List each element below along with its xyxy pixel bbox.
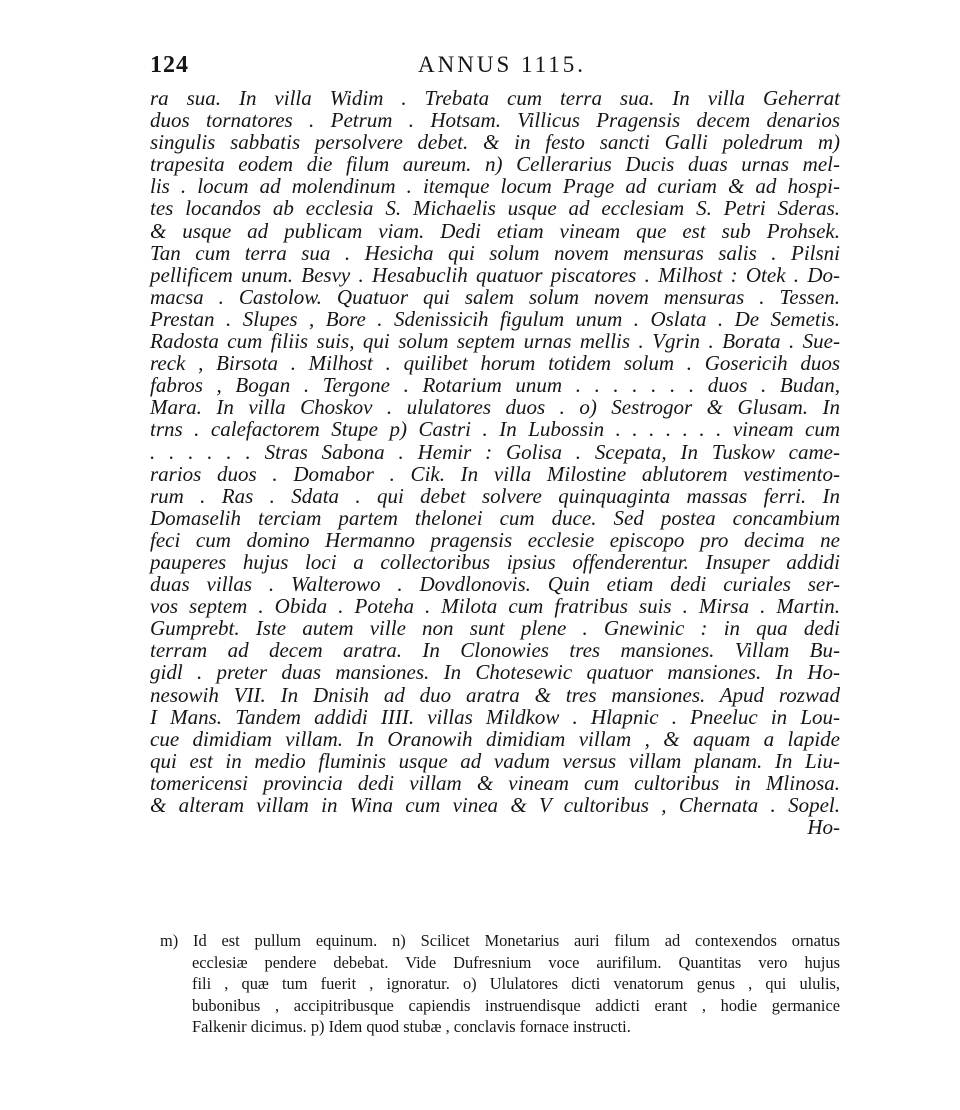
footnote-line: ecclesiæ pendere debebat. Vide Dufresnium voce aurifilum. Quantitas vero hujus bbox=[192, 952, 840, 972]
text-line: terram ad decem aratra. In Clonowies tres mansiones. Villam Bu- bbox=[150, 638, 840, 663]
text-line: reck , Birsota . Milhost . quilibet horum totidem solum . Gosericih duos bbox=[150, 351, 840, 376]
text-line: nesowih VII. In Dnisih ad duo aratra & tres mansiones. Apud rozwad bbox=[150, 682, 840, 707]
text-line: Radosta cum filiis suis, qui solum septem urnas mellis . Vgrin . Borata . Sue- bbox=[150, 329, 840, 354]
text-line: cue dimidiam villam. In Oranowih dimidiam villam , & aquam a lapide bbox=[150, 726, 840, 751]
text-line: & alteram villam in Wina cum vinea & V cultoribus , Chernata . Sopel. bbox=[150, 793, 840, 817]
footnote-line: bubonibus , accipitribusque capiendis instruendisque addicti erant , hodie germanice bbox=[192, 995, 840, 1015]
main-text bbox=[150, 87, 840, 838]
text-line: Prestan . Slupes , Bore . Sdenissicih figulum unum . Oslata . De Semetis. bbox=[150, 306, 840, 331]
text-line: qui est in medio fluminis usque ad vadum versus villam planam. In Liu- bbox=[150, 748, 840, 773]
text-line: trapesita eodem die filum aureum. n) Cellerarius Ducis duas urnas mel- bbox=[150, 152, 840, 177]
text-line: Gumprebt. Iste autem ville non sunt plene . Gnewinic : in qua dedi bbox=[150, 616, 840, 641]
text-line: macsa . Castolow. Quatuor qui salem solum novem mensuras . Tessen. bbox=[150, 284, 840, 309]
text-line: ra sua. In villa Widim . Trebata cum terra sua. In villa Geherrat bbox=[150, 86, 840, 110]
text-line: duas villas . Walterowo . Dovdlonovis. Quin etiam dedi curiales ser- bbox=[150, 572, 840, 597]
running-head: ANNUS 1115. bbox=[418, 52, 587, 77]
text-line: pellificem unum. Besvy . Hesabuclih quatuor piscatores . Milhost : Otek . Do- bbox=[150, 262, 840, 287]
footnotes bbox=[160, 930, 840, 1038]
text-line: tomericensi provincia dedi villam & vineam cum cultoribus in Mlinosa. bbox=[150, 770, 840, 795]
text-line: Mara. In villa Choskov . ululatores duos . o) Sestrogor & Glusam. In bbox=[150, 395, 840, 420]
text-line: & usque ad publicam viam. Dedi etiam vineam que est sub Prohsek. bbox=[150, 218, 840, 243]
text-line: lis . locum ad molendinum . itemque locum Prage ad curiam & ad hospi- bbox=[150, 174, 840, 199]
text-line: I Mans. Tandem addidi IIII. villas Mildkow . Hlapnic . Pneeluc in Lou- bbox=[150, 704, 840, 729]
text-line: vos septem . Obida . Poteha . Milota cum fratribus suis . Mirsa . Martin. bbox=[150, 594, 840, 619]
text-line: gidl . preter duas mansiones. In Chotesewic quatuor mansiones. In Ho- bbox=[150, 660, 840, 685]
text-line: . . . . . . Stras Sabona . Hemir : Golisa . Scepata, In Tuskow came- bbox=[150, 439, 840, 464]
text-line: feci cum domino Hermanno pragensis ecclesie episcopo pro decima ne bbox=[150, 527, 840, 552]
text-line: Tan cum terra sua . Hesicha qui solum novem mensuras salis . Pilsni bbox=[150, 240, 840, 265]
footnote-line: Falkenir dicimus. p) Idem quod stubæ , conclavis fornace instructi. bbox=[192, 1017, 631, 1036]
catchword: Ho- bbox=[807, 815, 840, 840]
text-line: rum . Ras . Sdata . qui debet solvere quinquaginta massas ferri. In bbox=[150, 483, 840, 508]
text-line: fabros , Bogan . Tergone . Rotarium unum . . . . . . . duos . Budan, bbox=[150, 373, 840, 398]
text-line: pauperes hujus loci a collectoribus ipsius offenderentur. Insuper addidi bbox=[150, 549, 840, 574]
text-line: duos tornatores . Petrum . Hotsam. Villicus Pragensis decem denarios bbox=[150, 108, 840, 133]
text-line: rarios duos . Domabor . Cik. In villa Milostine ablutorem vestimento- bbox=[150, 461, 840, 486]
text-line: Domaselih terciam partem thelonei cum duce. Sed postea concambium bbox=[150, 505, 840, 530]
text-line: singulis sabbatis persolvere debet. & in festo sancti Galli poledrum m) bbox=[150, 130, 840, 155]
page-header bbox=[150, 52, 820, 86]
text-line: tes locandos ab ecclesia S. Michaelis usque ad ecclesiam S. Petri Sderas. bbox=[150, 196, 840, 221]
page-number: 124 bbox=[150, 52, 189, 78]
footnote-line: fili , quæ tum fuerit , ignoratur. o) Ululatores dicti venatorum genus , qui ululis, bbox=[192, 974, 840, 993]
footnote-line: m) Id est pullum equinum. n) Scilicet Monetarius auri filum ad contexendos ornatus bbox=[160, 931, 840, 950]
text-line: trns . calefactorem Stupe p) Castri . In Lubossin . . . . . . . vineam cum bbox=[150, 417, 840, 442]
